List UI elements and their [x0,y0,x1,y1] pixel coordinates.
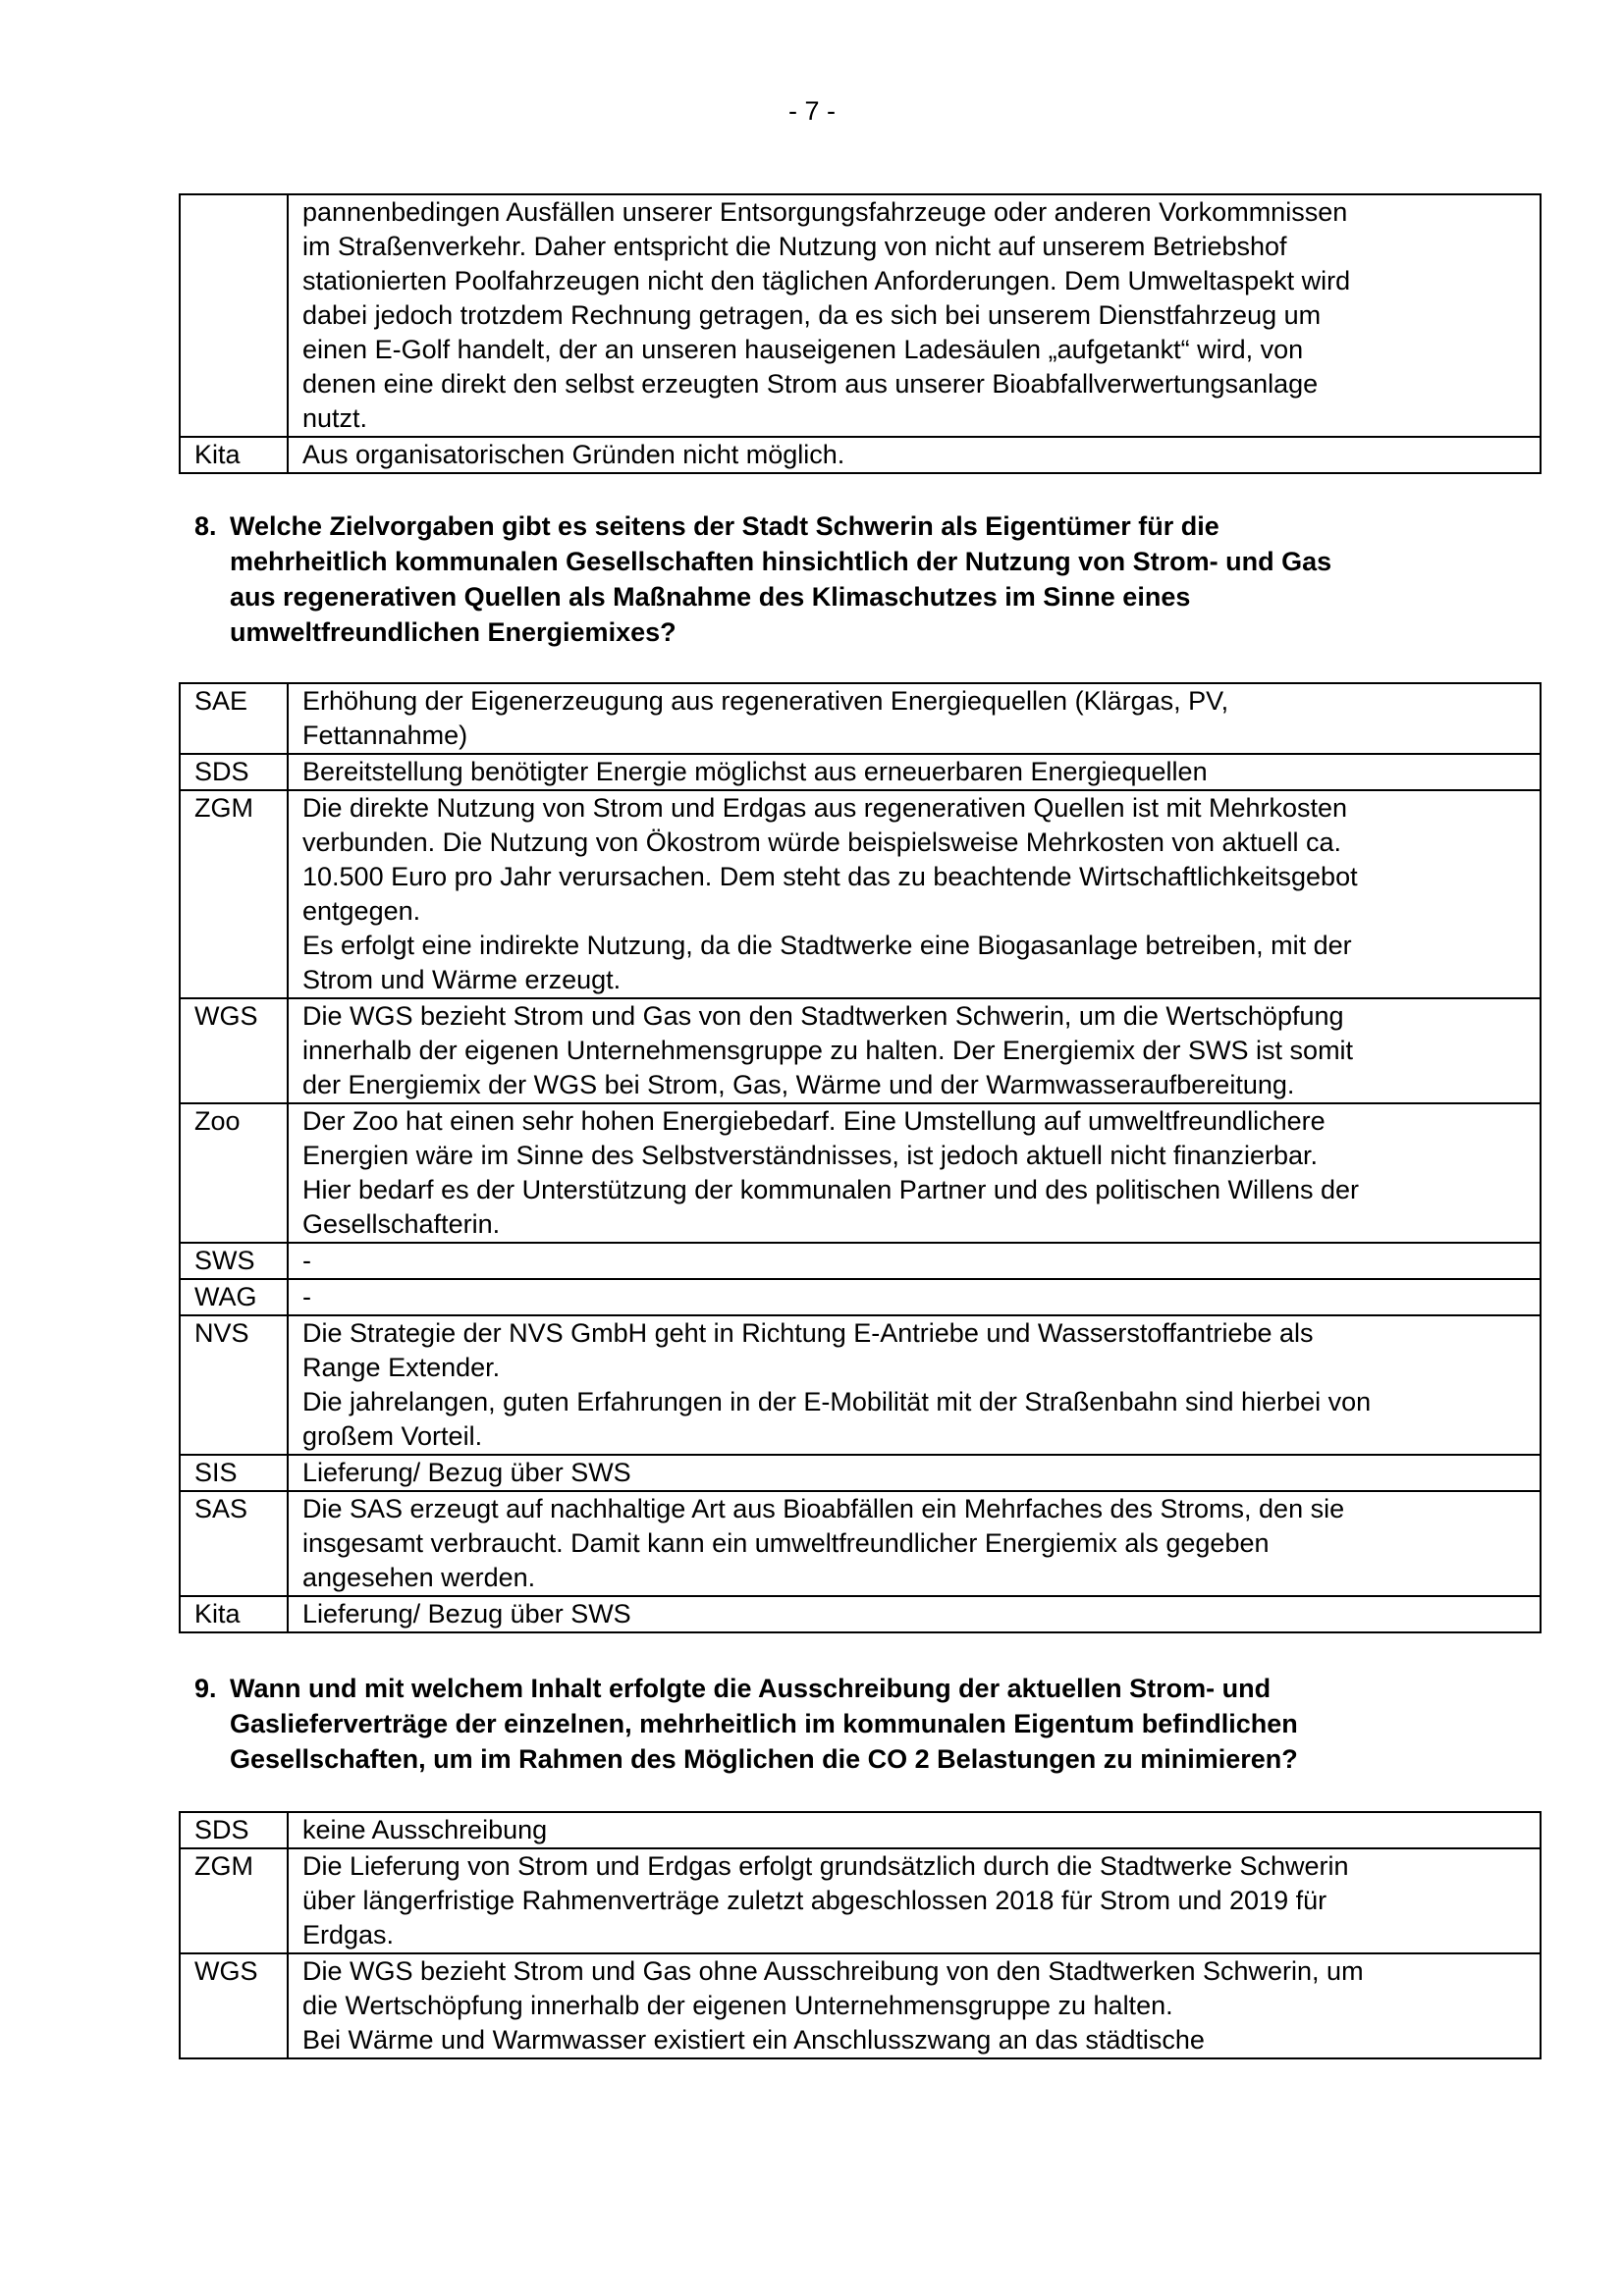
table-row [180,683,1541,754]
table-row [180,1596,1541,1632]
answer-cell: Bereitstellung benötigter Energie möglichst aus erneuerbaren Energiequellen [288,754,1541,790]
question-8 [194,508,1542,647]
question-text: Welche Zielvorgaben gibt es seitens der Stadt Schwerin als Eigentümer für die mehrheitlich kommunalen Gesellschaften hinsichtlich der Nutzung von Strom- und Gas aus regenerativen Quellen als Maßnahme des Klimaschutzes im Sinne eines umweltfreundlichen Energiemixes? [230,511,1332,647]
table-row [180,790,1541,998]
answer-cell: keine Ausschreibung [288,1812,1541,1848]
org-cell [180,194,288,437]
answer-cell: Die Strategie der NVS GmbH geht in Richtung E-Antriebe und Wasserstoffantriebe als Range Extender. Die jahrelangen, guten Erfahrungen in der E-Mobilität mit der Straßenbahn sind hierbei von großem Vorteil. [288,1315,1541,1455]
org-cell: SWS [180,1243,288,1279]
answers-table-q9 [179,1811,1542,2059]
org-cell: SIS [180,1455,288,1491]
org-cell: WAG [180,1279,288,1315]
answer-cell: Aus organisatorischen Gründen nicht möglich. [288,437,1541,473]
answer-cell: Die WGS bezieht Strom und Gas von den Stadtwerken Schwerin, um die Wertschöpfung innerhalb der eigenen Unternehmensgruppe zu halten. Der Energiemix der SWS ist somit der Energiemix der WGS bei Strom, Gas, Wärme und der Warmwasseraufbereitung. [288,998,1541,1103]
answer-cell: Die SAS erzeugt auf nachhaltige Art aus Bioabfällen ein Mehrfaches des Stroms, den sie insgesamt verbraucht. Damit kann ein umweltfreundlicher Energiemix als gegeben angesehen werden. [288,1491,1541,1596]
table-row [180,754,1541,790]
org-cell: Kita [180,437,288,473]
org-cell: NVS [180,1315,288,1455]
answer-cell: Die direkte Nutzung von Strom und Erdgas aus regenerativen Quellen ist mit Mehrkosten verbunden. Die Nutzung von Ökostrom würde beispielsweise Mehrkosten von aktuell ca. 10.500 Euro pro Jahr verursachen. Dem steht das zu beachtende Wirtschaftlichkeitsgebot entgegen. Es erfolgt eine indirekte Nutzung, da die Stadtwerke eine Biogasanlage betreiben, mit der Strom und Wärme erzeugt. [288,790,1541,998]
answer-cell: Lieferung/ Bezug über SWS [288,1455,1541,1491]
org-cell: Kita [180,1596,288,1632]
answer-cell: Erhöhung der Eigenerzeugung aus regenerativen Energiequellen (Klärgas, PV, Fettannahme) [288,683,1541,754]
question-9 [194,1671,1542,1777]
answer-cell: Die Lieferung von Strom und Erdgas erfolgt grundsätzlich durch die Stadtwerke Schwerin über längerfristige Rahmenverträge zuletzt abgeschlossen 2018 für Strom und 2019 für Erdgas. [288,1848,1541,1953]
answer-cell: Lieferung/ Bezug über SWS [288,1596,1541,1632]
org-cell: SAE [180,683,288,754]
table-row [180,1953,1541,2058]
table-row [180,437,1541,473]
answers-table-q8 [179,682,1542,1633]
table-row [180,1812,1541,1848]
answer-cell: - [288,1279,1541,1315]
table-row [180,1455,1541,1491]
table-row [180,1243,1541,1279]
org-cell: WGS [180,1953,288,2058]
table-row [180,1491,1541,1596]
org-cell: WGS [180,998,288,1103]
table-row [180,194,1541,437]
org-cell: SDS [180,1812,288,1848]
question-number: 8. [194,511,217,541]
org-cell: ZGM [180,790,288,998]
answers-table-continued [179,193,1542,474]
org-cell: Zoo [180,1103,288,1243]
table-row [180,1848,1541,1953]
org-cell: SDS [180,754,288,790]
answer-cell: - [288,1243,1541,1279]
question-number: 9. [194,1674,217,1703]
table-row [180,1103,1541,1243]
table-row [180,1315,1541,1455]
org-cell: ZGM [180,1848,288,1953]
answer-cell: pannenbedingen Ausfällen unserer Entsorgungsfahrzeuge oder anderen Vorkommnissen im Straßenverkehr. Daher entspricht die Nutzung von nicht auf unserem Betriebshof stationierten Poolfahrzeugen nicht den täglichen Anforderungen. Dem Umweltaspekt wird dabei jedoch trotzdem Rechnung getragen, da es sich bei unserem Dienstfahrzeug um einen E-Golf handelt, der an unseren hauseigenen Ladesäulen „aufgetankt“ wird, von denen eine direkt den selbst erzeugten Strom aus unserer Bioabfallverwertungsanlage nutzt. [288,194,1541,437]
org-cell: SAS [180,1491,288,1596]
table-row [180,1279,1541,1315]
answer-cell: Die WGS bezieht Strom und Gas ohne Ausschreibung von den Stadtwerken Schwerin, um die Wertschöpfung innerhalb der eigenen Unternehmensgruppe zu halten. Bei Wärme und Warmwasser existiert ein Anschlusszwang an das städtische [288,1953,1541,2058]
question-text: Wann und mit welchem Inhalt erfolgte die Ausschreibung der aktuellen Strom- und Gaslieferverträge der einzelnen, mehrheitlich im kommunalen Eigentum befindlichen Gesellschaften, um im Rahmen des Möglichen die CO 2 Belastungen zu minimieren? [230,1674,1298,1774]
table-row [180,998,1541,1103]
page-number: - 7 - [787,96,836,126]
answer-cell: Der Zoo hat einen sehr hohen Energiebedarf. Eine Umstellung auf umweltfreundlichere Energien wäre im Sinne des Selbstverständnisses, ist jedoch aktuell nicht finanzierbar. Hier bedarf es der Unterstützung der kommunalen Partner und des politischen Willens der Gesellschafterin. [288,1103,1541,1243]
